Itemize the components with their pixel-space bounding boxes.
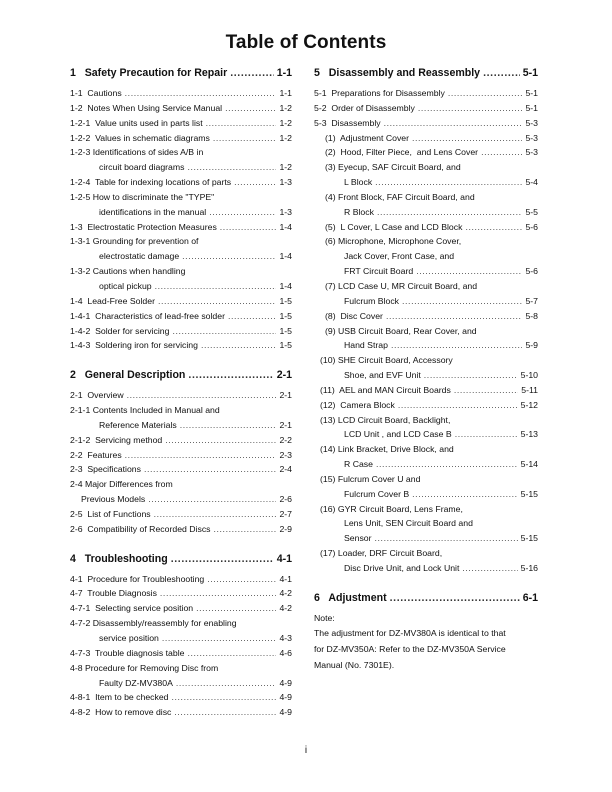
note-line: Manual (No. 7301E). (314, 659, 395, 670)
toc-entry[interactable]: Reference Materials ..... 2-1 (70, 418, 292, 433)
toc-entry[interactable]: 2-1 Overview ..... 2-1 (70, 388, 292, 403)
toc-entry[interactable]: 1-4 Lead-Free Solder ..... 1-5 (70, 294, 292, 309)
toc-entry[interactable]: (1) Adjustment Cover ..... 5-3 (314, 131, 538, 146)
toc-entry[interactable]: 2-5 List of Functions ..... 2-7 (70, 507, 292, 522)
toc-entry[interactable]: electrostatic damage ..... 1-4 (70, 249, 292, 264)
toc-entry-label[interactable]: 1-3-1 Grounding for prevention of (70, 236, 199, 247)
toc-entry[interactable]: (2) Hood, Filter Piece, and Lens Cover ..... 5-3 (314, 145, 538, 160)
toc-section-6 (314, 592, 538, 673)
toc-entry[interactable]: 2-3 Specifications ..... 2-4 (70, 462, 292, 477)
toc-entry[interactable]: 2-1-2 Servicing method ..... 2-2 (70, 433, 292, 448)
toc-entry[interactable]: 1-4-3 Soldering iron for servicing ..... 1-5 (70, 338, 292, 353)
toc-entry[interactable]: R Block ..... 5-5 (314, 205, 538, 220)
toc-entry[interactable]: 1-2-2 Values in schematic diagrams ..... 1-2 (70, 131, 292, 146)
toc-entry-label[interactable]: 1-2-5 How to discriminate the "TYPE" (70, 191, 215, 202)
toc-entry[interactable]: (11) AEL and MAN Circuit Boards ..... 5-11 (314, 383, 538, 398)
toc-entry[interactable]: Fulcrum Block ..... 5-7 (314, 294, 538, 309)
toc-section-heading[interactable]: 6 Adjustment ..... 6-1 (314, 592, 538, 607)
toc-entry[interactable]: 1-4-1 Characteristics of lead-free solder ..... 1-5 (70, 309, 292, 324)
note-line: The adjustment for DZ-MV380A is identical to that (314, 628, 506, 639)
toc-entry[interactable]: 4-1 Procedure for Troubleshooting ..... 4-1 (70, 572, 292, 587)
toc-entry[interactable]: 1-2-4 Table for indexing locations of parts ..... 1-3 (70, 175, 292, 190)
toc-entry-label[interactable]: (15) Fulcrum Cover U and (320, 473, 421, 484)
toc-entry[interactable]: (12) Camera Block ..... 5-12 (314, 398, 538, 413)
toc-entry[interactable]: 1-3 Electrostatic Protection Measures ..... 1-4 (70, 220, 292, 235)
toc-entry[interactable]: 4-7-3 Trouble diagnosis table ..... 4-6 (70, 646, 292, 661)
toc-entry[interactable]: (8) Disc Cover ..... 5-8 (314, 309, 538, 324)
toc-entry[interactable]: 4-8-1 Item to be checked ..... 4-9 (70, 690, 292, 705)
toc-entry[interactable]: Faulty DZ-MV380A ..... 4-9 (70, 676, 292, 691)
toc-entry-label[interactable]: (13) LCD Circuit Board, Backlight, (320, 414, 451, 425)
toc-entry[interactable]: 1-2 Notes When Using Service Manual ..... 1-2 (70, 101, 292, 116)
toc-entry[interactable]: 2-6 Compatibility of Recorded Discs ..... 2-9 (70, 522, 292, 537)
note-line: for DZ-MV350A: Refer to the DZ-MV350A Service (314, 644, 506, 655)
toc-entry-label[interactable]: (3) Eyecup, SAF Circuit Board, and (325, 162, 461, 173)
toc-entry[interactable]: circuit board diagrams ..... 1-2 (70, 160, 292, 175)
toc-entry[interactable]: Shoe, and EVF Unit ..... 5-10 (314, 368, 538, 383)
toc-entry[interactable]: Disc Drive Unit, and Lock Unit ..... 5-16 (314, 561, 538, 576)
page-number: i (304, 745, 308, 756)
note-label: Note: (314, 612, 335, 623)
toc-entry-label[interactable]: 1-3-2 Cautions when handling (70, 266, 186, 277)
toc-entry[interactable]: (5) L Cover, L Case and LCD Block ..... 5-6 (314, 220, 538, 235)
toc-entry-label[interactable]: (14) Link Bracket, Drive Block, and (320, 444, 454, 455)
toc-entry-label[interactable]: (7) LCD Case U, MR Circuit Board, and (325, 280, 478, 291)
toc-entry[interactable]: L Block ..... 5-4 (314, 175, 538, 190)
toc-entry[interactable]: 1-2-1 Value units used in parts list ..... 1-2 (70, 116, 292, 131)
toc-entry[interactable]: 4-8-2 How to remove disc ..... 4-9 (70, 705, 292, 720)
toc-entry[interactable]: Previous Models ..... 2-6 (70, 492, 292, 507)
toc-entry-label[interactable]: 4-7-2 Disassembly/reassembly for enabling (70, 618, 237, 629)
toc-section-1 (70, 67, 292, 353)
toc-entry[interactable]: 5-2 Order of Disassembly ..... 5-1 (314, 101, 538, 116)
toc-section-2 (70, 369, 292, 536)
toc-entry-label[interactable]: (17) Loader, DRF Circuit Board, (320, 548, 443, 559)
toc-entry[interactable]: Hand Strap ..... 5-9 (314, 338, 538, 353)
toc-entry[interactable]: R Case ..... 5-14 (314, 457, 538, 472)
toc-entry[interactable]: service position ..... 4-3 (70, 631, 292, 646)
toc-section-heading[interactable]: 4 Troubleshooting ..... 4-1 (70, 553, 292, 568)
toc-entry[interactable]: 1-4-2 Solder for servicing ..... 1-5 (70, 324, 292, 339)
toc-entry-label: Jack Cover, Front Case, and (344, 251, 455, 262)
toc-entry[interactable]: 2-2 Features ..... 2-3 (70, 448, 292, 463)
page-title: Table of Contents (225, 32, 387, 53)
toc-entry-label[interactable]: 1-2-3 Identifications of sides A/B in (70, 147, 204, 158)
toc-entry[interactable]: LCD Unit , and LCD Case B ..... 5-13 (314, 427, 538, 442)
toc-entry[interactable]: Fulcrum Cover B ..... 5-15 (314, 487, 538, 502)
toc-entry-label[interactable]: (4) Front Block, FAF Circuit Board, and (325, 191, 475, 202)
toc-entry[interactable]: 5-3 Disassembly ..... 5-3 (314, 116, 538, 131)
toc-entry-label[interactable]: (16) GYR Circuit Board, Lens Frame, (320, 503, 463, 514)
toc-entry-label[interactable]: (6) Microphone, Microphone Cover, (325, 236, 462, 247)
toc-section-5 (314, 67, 538, 576)
toc-entry-label[interactable]: (10) SHE Circuit Board, Accessory (320, 355, 453, 366)
toc-entry[interactable]: Sensor ..... 5-15 (314, 531, 538, 546)
toc-entry[interactable]: 4-7-1 Selecting service position ..... 4-2 (70, 601, 292, 616)
toc-entry-label[interactable]: 2-4 Major Differences from (70, 479, 173, 490)
toc-entry[interactable]: 1-1 Cautions ..... 1-1 (70, 86, 292, 101)
toc-section-4 (70, 553, 292, 720)
toc-section-heading[interactable]: 5 Disassembly and Reassembly ..... 5-1 (314, 67, 538, 82)
adjustment-note (314, 611, 538, 673)
toc-entry[interactable]: optical pickup ..... 1-4 (70, 279, 292, 294)
toc-entry[interactable]: FRT Circuit Board ..... 5-6 (314, 264, 538, 279)
toc-entry[interactable]: identifications in the manual ..... 1-3 (70, 205, 292, 220)
toc-right-column (314, 67, 538, 673)
toc-entry-label[interactable]: 2-1-1 Contents Included in Manual and (70, 405, 220, 416)
toc-entry-label[interactable]: 4-8 Procedure for Removing Disc from (70, 662, 219, 673)
toc-entry-label[interactable]: (9) USB Circuit Board, Rear Cover, and (325, 325, 477, 336)
toc-entry-label: Lens Unit, SEN Circuit Board and (344, 518, 473, 529)
toc-section-heading[interactable]: 2 General Description ..... 2-1 (70, 369, 292, 384)
toc-entry[interactable]: 4-7 Trouble Diagnosis ..... 4-2 (70, 586, 292, 601)
toc-section-heading[interactable]: 1 Safety Precaution for Repair ..... 1-1 (70, 67, 292, 82)
toc-left-column (70, 67, 292, 720)
toc-entry[interactable]: 5-1 Preparations for Disassembly ..... 5-1 (314, 86, 538, 101)
